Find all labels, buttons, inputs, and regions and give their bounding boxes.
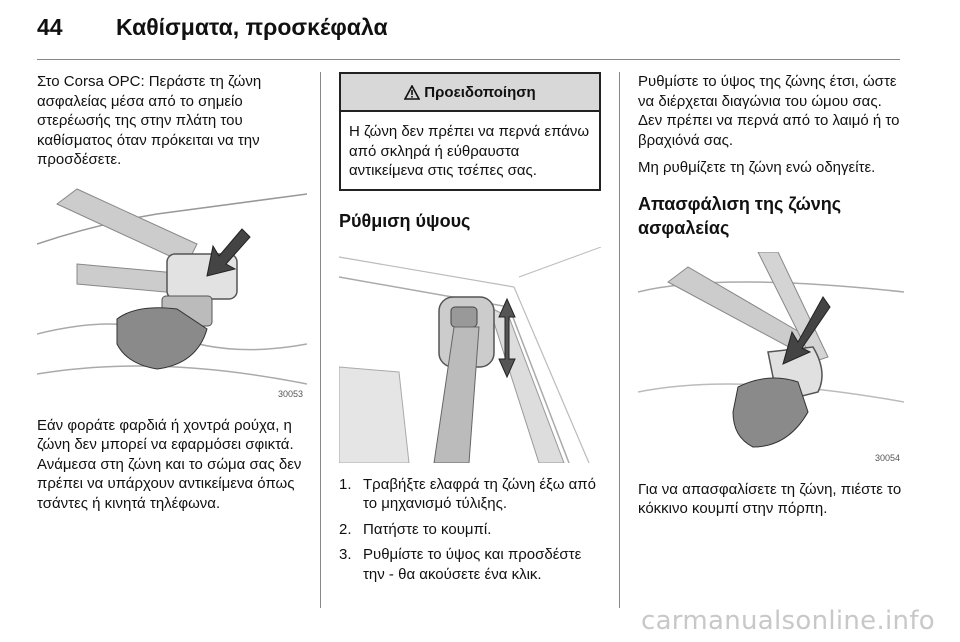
column-middle [339,72,601,590]
page-title: Καθίσματα, προσκέφαλα [116,14,388,40]
list-item: 3. Ρυθμίστε το ύψος και προσδέστε την - θα ακούσετε ένα κλικ. [339,546,582,583]
driving-note: Μη ρυθμίζετε τη ζώνη ενώ οδηγείτε. [638,159,876,176]
list-item: 2. Πατήστε το κουμπί. [339,520,492,538]
column-divider [320,72,321,608]
release-illustration-drawing [638,252,904,466]
buckle-illustration [37,184,307,402]
release-illustration [638,252,904,466]
section-heading-height: Ρύθμιση ύψους [339,210,471,231]
warning-title: Προειδοποίηση [424,83,536,101]
column-divider [619,72,620,608]
buckle-illustration-drawing [37,184,307,402]
height-adjuster-illustration [339,247,601,463]
height-adjuster-drawing [339,247,601,463]
warning-triangle-icon [404,85,420,100]
figure-number: 30053 [277,388,303,399]
section-heading-release: Απασφάλιση της ζώνης ασφαλείας [638,193,842,238]
page-number: 44 [37,14,63,40]
clothing-note: Εάν φοράτε φαρδιά ή χοντρά ρούχα, η ζώνη δεν μπορεί να εφαρμόσει σφικτά. Ανάμεσα στη ζώνη και το σώμα σας δεν πρέπει να υπάρχουν αντικείμενα όπως τσάντες ή κινητά τηλέφωνα. [37,416,302,512]
height-instruction: Ρυθμίστε το ύψος της ζώνης έτσι, ώστε να διέρχεται διαγώνια του ώμου σας. Δεν πρέπει να περνά από το λαιμό ή το βραχιόνά σας. [638,73,900,149]
list-item: 1. Τραβήξτε ελαφρά τη ζώνη έξω από το μηχανισμό τύλιξης. [339,475,596,512]
column-left [37,72,307,521]
watermark: carmanualsonline.info [640,606,935,636]
column-right [638,72,906,527]
release-instruction: Για να απασφαλίσετε τη ζώνη, πιέστε το κόκκινο κουμπί στην πόρπη. [638,480,902,517]
figure-number: 30054 [874,452,900,463]
warning-box [339,72,601,191]
header-divider [37,59,900,60]
warning-text: Η ζώνη δεν πρέπει να περνά επάνω από σκληρά ή εύθραυστα αντικείμενα στις τσέπες σας. [349,123,590,179]
adjustment-steps [339,475,601,585]
opc-instruction: Στο Corsa OPC: Περάστε τη ζώνη ασφαλείας μέσα από το σημείο στερέωσής της στην πλάτη του καθίσματος όταν πρόκειται να την προσδέσετε. [37,73,262,168]
warning-header [341,74,599,112]
